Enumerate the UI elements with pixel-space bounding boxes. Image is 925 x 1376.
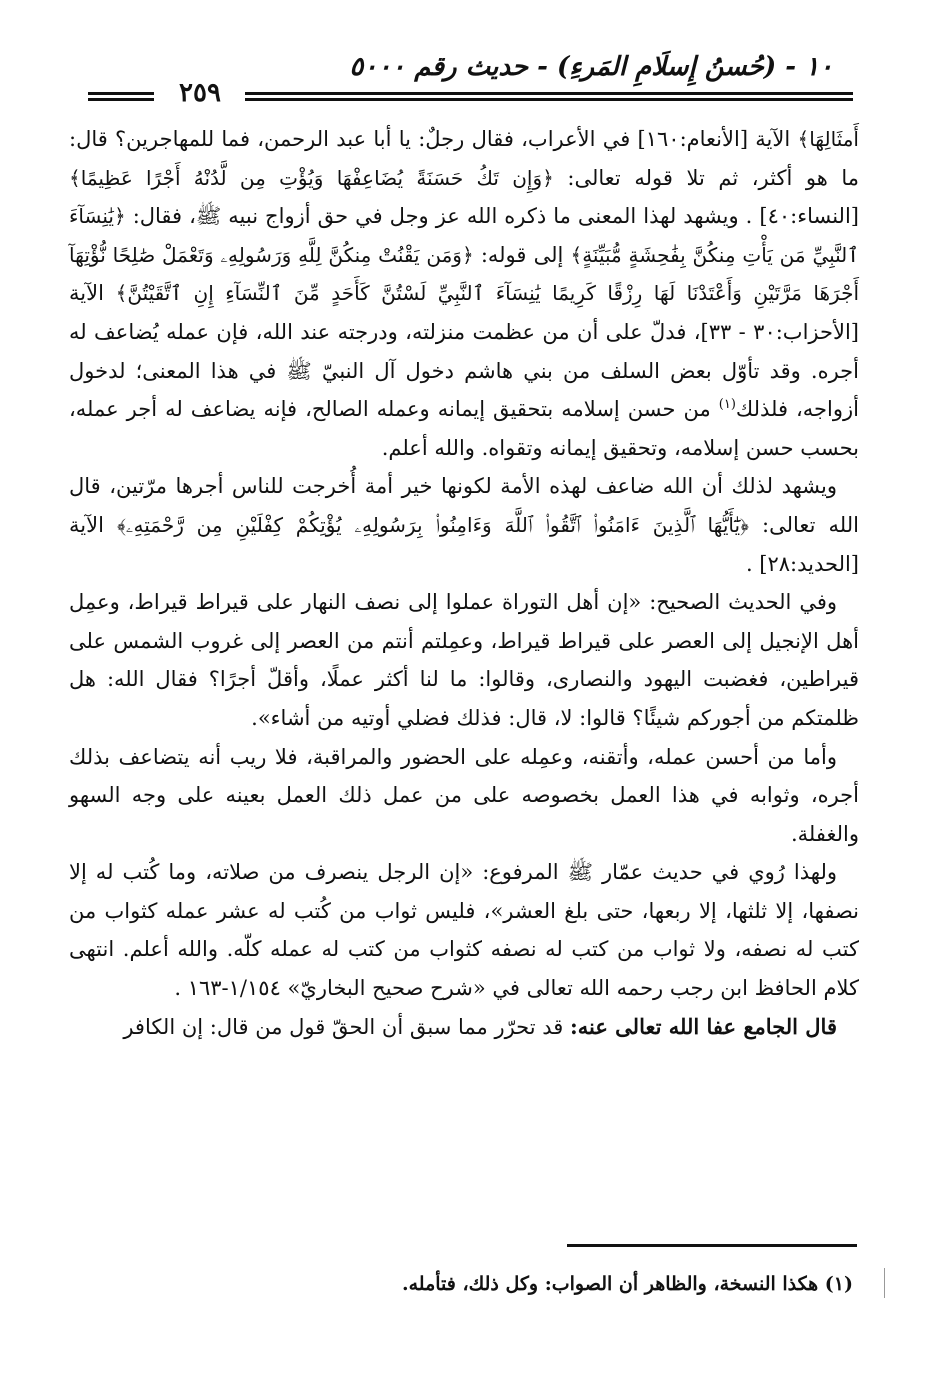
quran-fragment: أَمثَالِهَا﴾ — [797, 127, 859, 151]
margin-mark — [880, 1268, 885, 1298]
text-run: الآية [الحديد:٢٨] . — [69, 512, 859, 576]
quran-verse: ﴿وَمَن يَقْنُتْ مِنكُنَّ لِلَّهِ وَرَسُولِهِۦ وَتَعْمَلْ صَٰلِحًا نُّؤْتِهَآ أَجْرَهَا مَرَّتَيْنِ وَأَعْتَدْنَا لَهَا رِزْقًا كَرِيمًا يَٰنِسَآءَ ٱلنَّبِيِّ لَسْتُنَّ كَأَحَدٍ مِّنَ ٱلنِّسَآءِ إِنِ ٱتَّقَيْتُنَّ﴾ — [69, 242, 859, 306]
running-title: ١٠ - (حُسنُ إِسلَامِ المَرءِ) - حديث رقم ٥٠٠٠ — [349, 52, 833, 82]
header-rule-right — [245, 92, 853, 101]
footnote-separator — [567, 1244, 857, 1247]
text-run: من حسن إسلامه بتحقيق إيمانه وعمله الصالح، فإنه يضاعف له أجر عمله، بحسب حسن إسلامه، وتحقيق إيمانه وتقواه. والله أعلم. — [69, 397, 859, 460]
main-text — [69, 120, 859, 1046]
footnote: (١) هكذا النسخة، والظاهر أن الصواب: وكل ذلك، فتأمله. — [402, 1273, 853, 1295]
paragraph-3: وفي الحديث الصحيح: «إن أهل التوراة عملوا إلى نصف النهار على قيراط قيراط، وعمِل أهل الإنجيل إلى العصر على قيراط قيراط، وعمِلتم أنتم من العصر إلى غروب الشمس على قيراطين، فغضبت اليهود والنصارى، وقالوا: ما لنا أكثر عملًا، وأقلّ أجرًا؟ فقال الله: هل ظلمتكم من أجوركم شيئًا؟ قالوا: لا، قال: فذلك فضلي أوتيه من أشاء». — [69, 590, 859, 730]
text-run: ويشهد لذلك أن الله ضاعف لهذه الأمة لكونها خير أمة أُخرجت للناس أجرها مرّتين، قال الله تعالى: — [69, 474, 859, 537]
compiler-note-lead: قال الجامع عفا الله تعالى عنه: — [569, 1013, 837, 1039]
paragraph-1 — [69, 120, 859, 467]
page-number: ٢٥٩ — [179, 78, 221, 108]
quran-verse: ﴿وَإِن تَكُ حَسَنَةً يُضَاعِفْهَا وَيُؤْتِ مِن لَّدُنْهُ أَجْرًا عَظِيمًا﴾ — [69, 165, 554, 190]
footnote-reference[interactable]: (١) — [718, 397, 736, 413]
quran-verse: ﴿يَٰٓأَيُّهَا ٱلَّذِينَ ءَامَنُوا۟ ٱتَّقُوا۟ ٱللَّهَ وَءَامِنُوا۟ بِرَسُولِهِۦ يُؤْتِكُمْ كِفْلَيْنِ مِن رَّحْمَتِهِۦ﴾ — [117, 512, 749, 537]
paragraph-2 — [69, 467, 859, 583]
text-run: الآية [الأحزاب:٣٠ - ٣٣]، فدلّ على أن من عظمت منزلته، ودرجته عند الله، فإن عمله يُضاعف له أجره. وقد تأوّل بعض السلف من بني هاشم دخول آل النبيّ ﷺ في هذا المعنى؛ لدخول أزواجه، فلذلك — [69, 281, 859, 422]
text-run: [النساء:٤٠] . ويشهد لهذا المعنى ما ذكره الله عز وجل في حق أزواج نبيه ﷺ، فقال: — [125, 204, 859, 229]
text-run: إلى قوله: — [473, 242, 571, 267]
paragraph-5: ولهذا رُوي في حديث عمّار ﷺ المرفوع: «إن الرجل ينصرف من صلاته، وما كُتب له إلا نصفها، إلا ثلثها، إلا ربعها، حتى بلغ العشر»، فليس ثواب من كُتب له عشر عمله كثواب من كتب له نصفه، ولا ثواب من كتب له نصفه كثواب من كتب له عمله كلّه. والله أعلم. انتهى كلام الحافظ ابن رجب رحمه الله تعالى في «شرح صحيح البخاريّ» ١/١٥٤-١٦٣ . — [69, 860, 859, 1001]
paragraph-6 — [69, 1008, 859, 1047]
text-run: الآية [الأنعام:١٦٠] في الأعراب، فقال رجلٌ: يا أبا عبد الرحمن، فما للمهاجرين؟ قال: ما هو أكثر، ثم تلا قوله تعالى: — [69, 127, 860, 190]
header-rule-left — [88, 92, 154, 101]
quran-verse: ﴿يَٰنِسَآءَ ٱلنَّبِيِّ مَن يَأْتِ مِنكُنَّ بِفَٰحِشَةٍ مُّبَيِّنَةٍ﴾ — [69, 204, 859, 267]
text-run: قد تحرّر مما سبق أن الحقّ قول من قال: إن الكافر — [123, 1014, 570, 1039]
paragraph-4: وأما من أحسن عمله، وأتقنه، وعمِله على الحضور والمراقبة، فلا ريب أنه يتضاعف بذلك أجره، وثوابه في هذا العمل بخصوصه على من عمل ذلك العمل بعينه على وجه السهو والغفلة. — [69, 744, 859, 846]
